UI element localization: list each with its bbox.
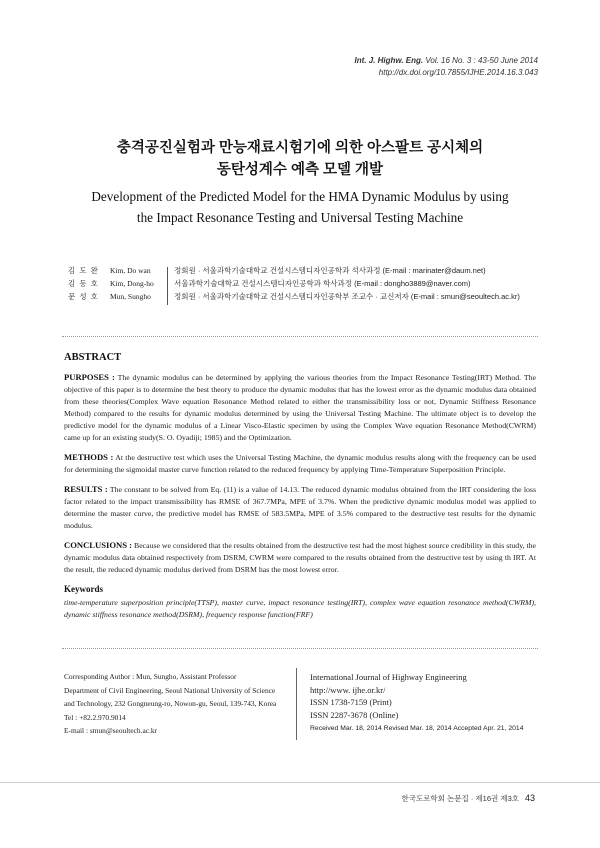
page-footer [401, 793, 535, 804]
methods-text: At the destructive test which uses the Universal Testing Machine, the dynamic modulus results along with the frequency can be used for determining the sigmoidal master curve function related to the reduced frequency by applying Time-Temperature Superposition Principle. [64, 453, 536, 474]
corresponding-line: and Technology, 232 Gongneung-ro, Nowon-gu, Seoul, 139-743, Korea [64, 699, 277, 708]
english-title-line2: the Impact Resonance Testing and Universal Testing Machine [136, 210, 464, 225]
author-row [68, 265, 520, 278]
author-name-en: Mun, Sungho [110, 292, 151, 302]
journal-citation [355, 55, 539, 67]
corresponding-line: Department of Civil Engineering, Seoul National University of Science [64, 685, 276, 695]
abstract-conclusions [64, 539, 536, 576]
issn-print: ISSN 1738-7159 (Print) [310, 697, 392, 707]
page-number: 43 [524, 793, 535, 803]
divider-top [62, 336, 538, 337]
footer-journal-ko: 한국도로학회 논문집 · 제16권 제3호 [401, 794, 519, 803]
received-dates: Received Mar. 18, 2014 Revised Mar. 18, 2014 Accepted Apr. 21, 2014 [310, 725, 524, 732]
footer-divider [296, 668, 297, 740]
corresponding-email[interactable]: E-mail : smun@seoultech.ac.kr [64, 726, 158, 735]
korean-title [40, 137, 560, 181]
journal-name: International Journal of Highway Engineering [310, 672, 467, 682]
author-divider [167, 267, 168, 305]
abstract-section [64, 352, 536, 621]
abstract-results [64, 483, 536, 532]
english-title [40, 186, 560, 228]
author-list [68, 265, 520, 304]
journal-abbrev: Int. J. Highw. Eng. [354, 56, 424, 65]
methods-label: METHODS : [64, 452, 114, 462]
author-name-ko: 김 동 호 [68, 279, 99, 289]
author-row [68, 291, 520, 304]
conclusions-label: CONCLUSIONS : [64, 540, 133, 550]
purposes-label: PURPOSES : [64, 372, 115, 382]
korean-title-line2: 동탄성계수 예측 모델 개발 [216, 162, 384, 178]
abstract-methods [64, 451, 536, 476]
journal-url[interactable]: http://www. ijhe.or.kr/ [310, 684, 386, 695]
conclusions-text: Because we considered that the results obtained from the destructive test had the most highest source credibility in this study, the dynamic modulus data obtained respectively from DSRM, CWRM were compared to the results obtained from the destructive test by using th IRT. At the result, the reduced dynamic modulus derived from DSRM has the most lowest error. [64, 541, 537, 574]
author-name-ko: 문 성 호 [68, 292, 99, 302]
doi-link[interactable]: http://dx.doi.org/10.7855/IJHE.2014.16.3.043 [378, 68, 538, 77]
issn-online: ISSN 2287-3678 (Online) [310, 709, 399, 720]
author-affiliation: 정회원 · 서울과학기술대학교 건설시스템디자인공학부 조교수 · 교신저자 (E-mail : smun@seoultech.ac.kr) [174, 292, 520, 302]
results-label: RESULTS : [64, 484, 108, 494]
author-name-en: Kim, Do wan [110, 266, 151, 276]
corresponding-tel: Tel : +82.2.970.9014 [64, 712, 126, 722]
volume-issue: Vol. 16 No. 3 : 43-50 June 2014 [425, 56, 538, 65]
footer-rule [0, 782, 600, 783]
purposes-text: The dynamic modulus can be determined by applying the various theories from the Impact Resonance Testing(IRT) Method. The objective of this paper is to determine the best theory to produce the dynamic modulus that has the lowest error as the dynamic modulus data obtained from these theories(Complex Wave equation Resonance Method related to either the transmissibility loss or not, Dynamic Stiffness Resonance Method) compared to the results for dynamic modulus determined by using the Universal Testing Machine. The ultimate object is to develop the predictive model for the dynamic modulus of a Linear Visco-Elastic specimen by using the Complex Wave equation Resonance Method(CWRM) came up for an existing study(S. O. Oyadiji; 1985) and the Optimization. [64, 373, 536, 442]
abstract-purposes [64, 371, 536, 444]
author-name-en: Kim, Dong-ho [110, 279, 154, 289]
keywords-heading: Keywords [64, 584, 103, 594]
corresponding-line: Corresponding Author : Mun, Sungho, Assistant Professor [64, 672, 237, 681]
author-affiliation: 정회원 · 서울과학기술대학교 건설시스템디자인공학과 석사과정 (E-mail : marinater@daum.net) [174, 266, 486, 276]
results-text: The constant to be solved from Eq. (11) is a value of 14.13. The reduced dynamic modulus obtained from the IRT considering the loss factor related to the impact transmissibility has RMSE of 367.7MPa, MPE of 3.7%. When the predictive dynamic modulus model was applied to determine the master curve, the predictive model has RMSE of 583.5MPa, MPE of 3.5% compared to the destructive test results for the dynamic modulus. [64, 485, 536, 530]
abstract-heading: ABSTRACT [64, 352, 122, 363]
author-row [68, 278, 520, 291]
corresponding-author [64, 670, 276, 738]
korean-title-line1: 충격공진실험과 만능재료시험기에 의한 아스팔트 공시체의 [116, 140, 484, 156]
english-title-line1: Development of the Predicted Model for the HMA Dynamic Modulus by using [91, 189, 509, 204]
journal-info [310, 671, 524, 736]
author-affiliation: 서울과학기술대학교 건설시스템디자인공학과 학사과정 (E-mail : dongho3889@naver.com) [174, 279, 471, 289]
journal-header [355, 55, 539, 79]
divider-bottom [62, 648, 538, 649]
author-name-ko: 김 도 완 [68, 266, 99, 276]
keywords-text: time-temperature superposition principle(TTSP), master curve, impact resonance testing(IRT), complex wave equation resonance method(CWRM), dynamic stiffness resonance method(DSRM), frequency response function(FRF) [64, 598, 536, 619]
